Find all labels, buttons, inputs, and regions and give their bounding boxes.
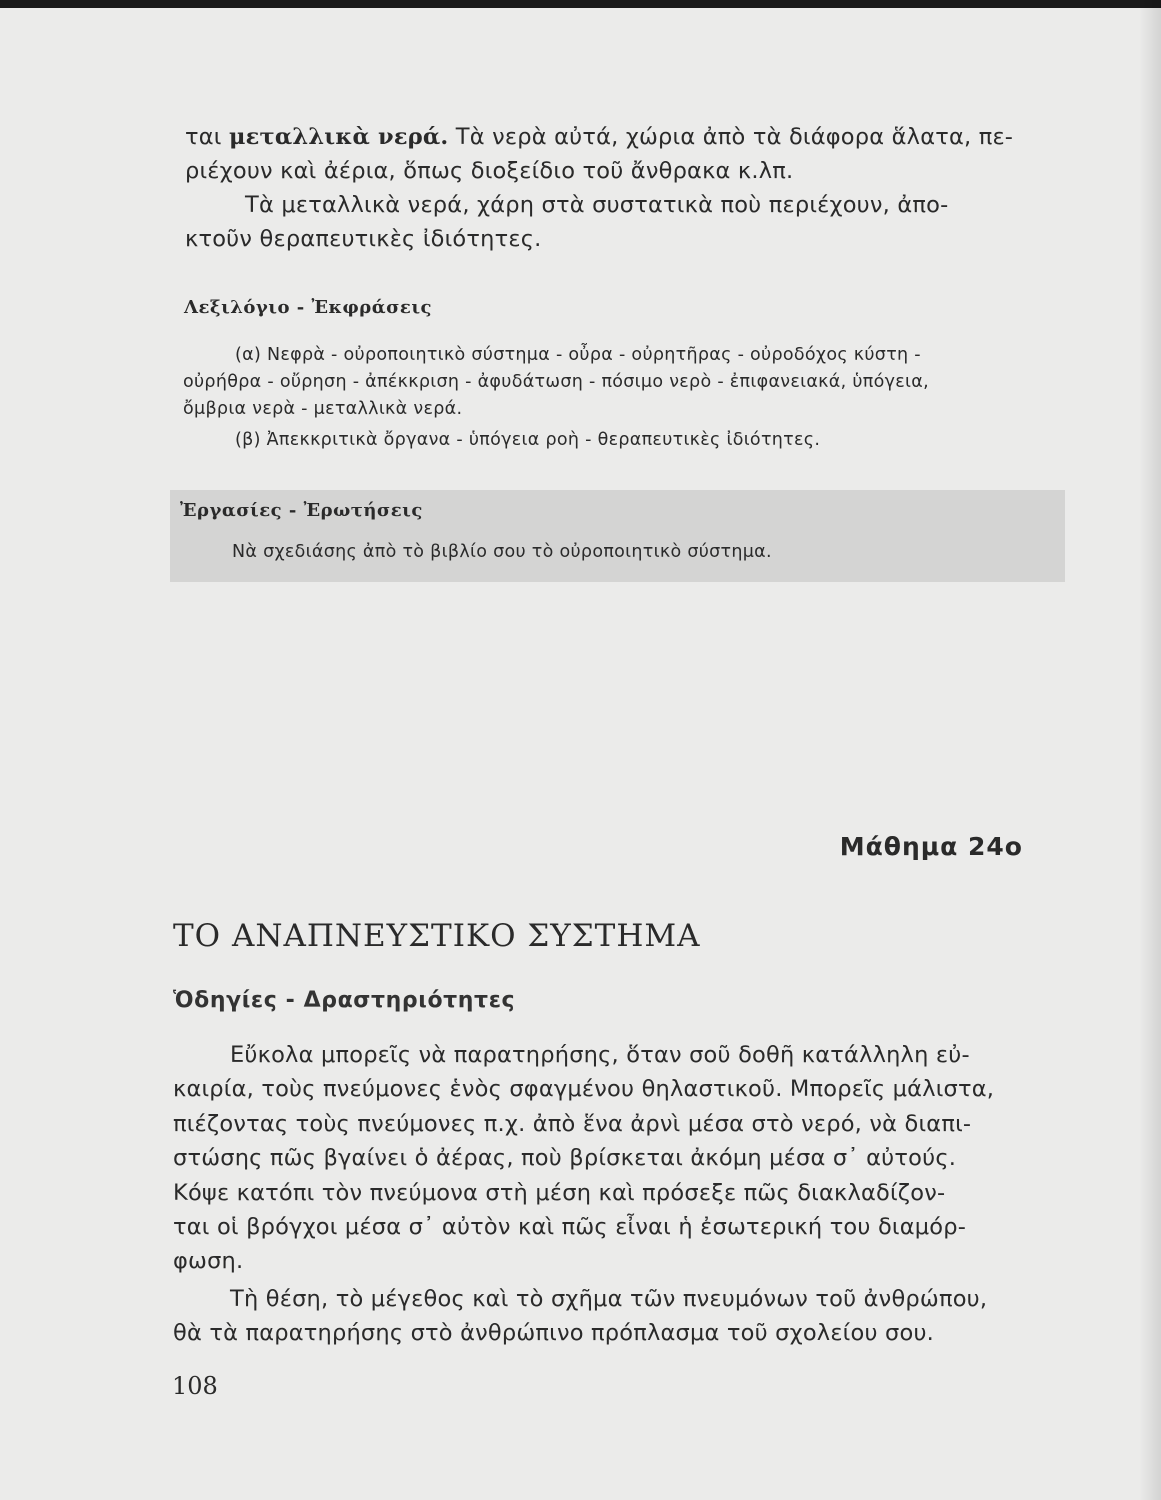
text-line: Κόψε κατόπι τὸν πνεύμονα στὴ μέση καὶ πρόσεξε πῶς διακλαδίζον- bbox=[173, 1180, 946, 1206]
vocabulary-heading: Λεξιλόγιο - Ἐκφράσεις bbox=[184, 297, 433, 318]
text-line: Εὔκολα μπορεῖς νὰ παρατηρήσης, ὅταν σοῦ δοθῆ κατάλληλη εὐ- bbox=[230, 1042, 970, 1068]
chapter-title: ΤΟ ΑΝΑΠΝΕΥΣΤΙΚΟ ΣΥΣΤΗΜΑ bbox=[173, 918, 701, 954]
scan-top-edge bbox=[0, 0, 1161, 8]
vocabulary-line: (α) Νεφρὰ - οὐροποιητικὸ σύστημα - οὖρα - οὐρητῆρας - οὐροδόχος κύστη - bbox=[235, 345, 921, 365]
exercises-text: Νὰ σχεδιάσης ἀπὸ τὸ βιβλίο σου τὸ οὐροποιητικὸ σύστημα. bbox=[232, 542, 772, 562]
lesson-label: Μάθημα 24ο bbox=[839, 832, 1023, 861]
text-line: κτοῦν θεραπευτικὲς ἰδιότητες. bbox=[185, 226, 542, 252]
text-line: στώσης πῶς βγαίνει ὁ ἀέρας, ποὺ βρίσκεται ἀκόμη μέσα σ᾿ αὐτούς. bbox=[173, 1145, 957, 1171]
text-line: Τὰ μεταλλικὰ νερά, χάρη στὰ συστατικὰ ποὺ περιέχουν, ἀπο- bbox=[245, 192, 949, 218]
text-line: ται μεταλλικὰ νερά. Τὰ νερὰ αὐτά, χώρια ἀπὸ τὰ διάφορα ἅλατα, πε- bbox=[185, 124, 1014, 150]
text-line: Τὴ θέση, τὸ μέγεθος καὶ τὸ σχῆμα τῶν πνευμόνων τοῦ ἀνθρώπου, bbox=[230, 1286, 988, 1312]
vocabulary-line: ὄμβρια νερὰ - μεταλλικὰ νερά. bbox=[183, 399, 463, 419]
text-line: πιέζοντας τοὺς πνεύμονες π.χ. ἀπὸ ἕνα ἀρνὶ μέσα στὸ νερό, νὰ διαπι- bbox=[173, 1111, 972, 1137]
page-number: 108 bbox=[172, 1372, 218, 1400]
text-line: θὰ τὰ παρατηρήσης στὸ ἀνθρώπινο πρόπλασμα τοῦ σχολείου σου. bbox=[173, 1320, 935, 1346]
vocabulary-line: οὐρήθρα - οὔρηση - ἀπέκκριση - ἀφυδάτωση - πόσιμο νερὸ - ἐπιφανειακά, ὑπόγεια, bbox=[183, 372, 929, 392]
text-line: καιρία, τοὺς πνεύμονες ἑνὸς σφαγμένου θηλαστικοῦ. Μπορεῖς μάλιστα, bbox=[173, 1076, 995, 1102]
text-line: ται οἱ βρόγχοι μέσα σ᾿ αὐτὸν καὶ πῶς εἶναι ἡ ἐσωτερική του διαμόρ- bbox=[173, 1214, 967, 1240]
text-line: φωση. bbox=[173, 1248, 244, 1274]
text-line: ριέχουν καὶ ἀέρια, ὅπως διοξείδιο τοῦ ἄνθρακα κ.λπ. bbox=[185, 158, 794, 184]
exercises-heading: Ἐργασίες - Ἐρωτήσεις bbox=[180, 500, 423, 521]
bold-term: μεταλλικὰ νερά. bbox=[228, 124, 449, 150]
instructions-heading: Ὁδηγίες - Δραστηριότητες bbox=[173, 988, 516, 1013]
vocabulary-line: (β) Ἀπεκκριτικὰ ὄργανα - ὑπόγεια ροὴ - θεραπευτικὲς ἰδιότητες. bbox=[235, 430, 821, 450]
scan-right-edge bbox=[1139, 0, 1161, 1500]
